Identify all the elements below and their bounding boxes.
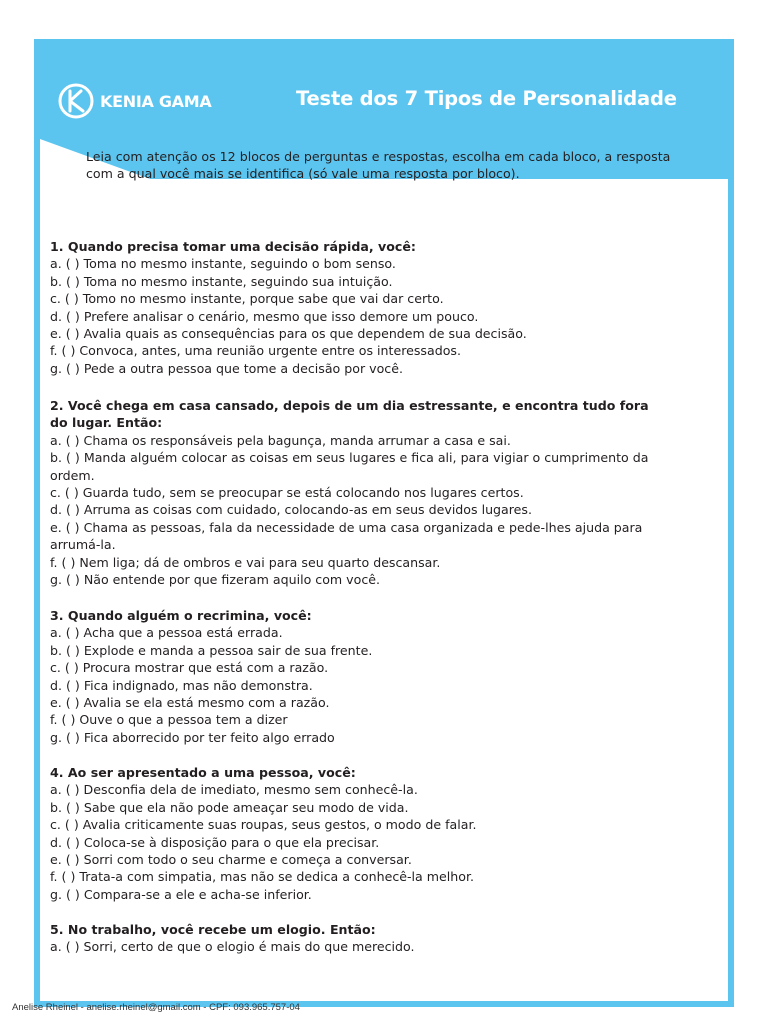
option-item[interactable]: f. ( ) Convoca, antes, uma reunião urgente entre os interessados. bbox=[50, 343, 461, 359]
option-item[interactable]: g. ( ) Pede a outra pessoa que tome a decisão por você. bbox=[50, 360, 403, 376]
option-item[interactable]: c. ( ) Procura mostrar que está com a razão. bbox=[50, 660, 329, 676]
document-title: Teste dos 7 Tipos de Personalidade bbox=[296, 87, 677, 110]
option-item[interactable]: d. ( ) Arruma as coisas com cuidado, colocando-as em seus devidos lugares. bbox=[50, 502, 532, 518]
option-item[interactable]: e. ( ) Avalia quais as consequências para os que dependem de sua decisão. bbox=[50, 326, 527, 342]
option-item[interactable]: f. ( ) Ouve o que a pessoa tem a dizer bbox=[50, 712, 288, 728]
question-title: 5. No trabalho, você recebe um elogio. Então: bbox=[50, 922, 376, 937]
option-item[interactable]: b. ( ) Explode e manda a pessoa sair de sua frente. bbox=[50, 642, 373, 658]
question-block-3 bbox=[50, 607, 670, 746]
option-item[interactable]: g. ( ) Compara-se a ele e acha-se inferior. bbox=[50, 886, 312, 902]
footer-watermark: Anelise Rheinel - anelise.rheinel@gmail.com - CPF: 093.965.757-04 bbox=[12, 1002, 300, 1013]
intro-paragraph: Leia com atenção os 12 blocos de perguntas e respostas, escolha em cada bloco, a resposta com a qual você mais se identifica (só vale uma resposta por bloco). bbox=[86, 149, 671, 182]
option-item[interactable]: g. ( ) Fica aborrecido por ter feito algo errado bbox=[50, 729, 335, 745]
option-item[interactable]: a. ( ) Chama os responsáveis pela bagunça, manda arrumar a casa e sai. bbox=[50, 432, 511, 448]
option-item[interactable]: g. ( ) Não entende por que fizeram aquilo com você. bbox=[50, 572, 381, 588]
option-item[interactable]: a. ( ) Acha que a pessoa está errada. bbox=[50, 625, 283, 641]
option-item[interactable]: f. ( ) Trata-a com simpatia, mas não se dedica a conhecê-la melhor. bbox=[50, 869, 474, 885]
question-block-1 bbox=[50, 238, 670, 377]
option-item[interactable]: a. ( ) Toma no mesmo instante, seguindo o bom senso. bbox=[50, 256, 396, 272]
question-block-5 bbox=[50, 921, 670, 956]
option-item[interactable]: d. ( ) Prefere analisar o cenário, mesmo que isso demore um pouco. bbox=[50, 308, 479, 324]
question-title: 2. Você chega em casa cansado, depois de um dia estressante, e encontra tudo fora do lugar. Então: bbox=[50, 398, 649, 431]
option-item[interactable]: a. ( ) Sorri, certo de que o elogio é mais do que merecido. bbox=[50, 939, 415, 955]
brand-logo bbox=[56, 81, 211, 121]
question-block-2 bbox=[50, 397, 670, 588]
option-item[interactable]: f. ( ) Nem liga; dá de ombros e vai para seu quarto descansar. bbox=[50, 554, 441, 570]
brand-name: KENIA GAMA bbox=[100, 91, 212, 111]
kg-logo-icon bbox=[56, 81, 96, 121]
option-item[interactable]: e. ( ) Chama as pessoas, fala da necessidade de uma casa organizada e pede-lhes ajuda para arrumá-la. bbox=[50, 519, 643, 553]
question-title: 4. Ao ser apresentado a uma pessoa, você: bbox=[50, 765, 356, 780]
option-item[interactable]: c. ( ) Guarda tudo, sem se preocupar se está colocando nos lugares certos. bbox=[50, 485, 524, 501]
option-item[interactable]: e. ( ) Sorri com todo o seu charme e começa a conversar. bbox=[50, 852, 412, 868]
option-item[interactable]: b. ( ) Toma no mesmo instante, seguindo sua intuição. bbox=[50, 273, 393, 289]
option-item[interactable]: c. ( ) Avalia criticamente suas roupas, seus gestos, o modo de falar. bbox=[50, 817, 477, 833]
option-item[interactable]: b. ( ) Manda alguém colocar as coisas em seus lugares e fica ali, para vigiar o cumprimento da ordem. bbox=[50, 450, 649, 483]
question-block-4 bbox=[50, 764, 670, 903]
question-title: 1. Quando precisa tomar uma decisão rápida, você: bbox=[50, 239, 416, 254]
option-item[interactable]: d. ( ) Coloca-se à disposição para o que ela precisar. bbox=[50, 834, 380, 850]
option-item[interactable]: d. ( ) Fica indignado, mas não demonstra. bbox=[50, 677, 313, 693]
question-title: 3. Quando alguém o recrimina, você: bbox=[50, 608, 312, 623]
option-item[interactable]: e. ( ) Avalia se ela está mesmo com a razão. bbox=[50, 695, 330, 711]
option-item[interactable]: c. ( ) Tomo no mesmo instante, porque sabe que vai dar certo. bbox=[50, 291, 444, 307]
option-item[interactable]: a. ( ) Desconfia dela de imediato, mesmo sem conhecê-la. bbox=[50, 782, 418, 798]
option-item[interactable]: b. ( ) Sabe que ela não pode ameaçar seu modo de vida. bbox=[50, 799, 409, 815]
